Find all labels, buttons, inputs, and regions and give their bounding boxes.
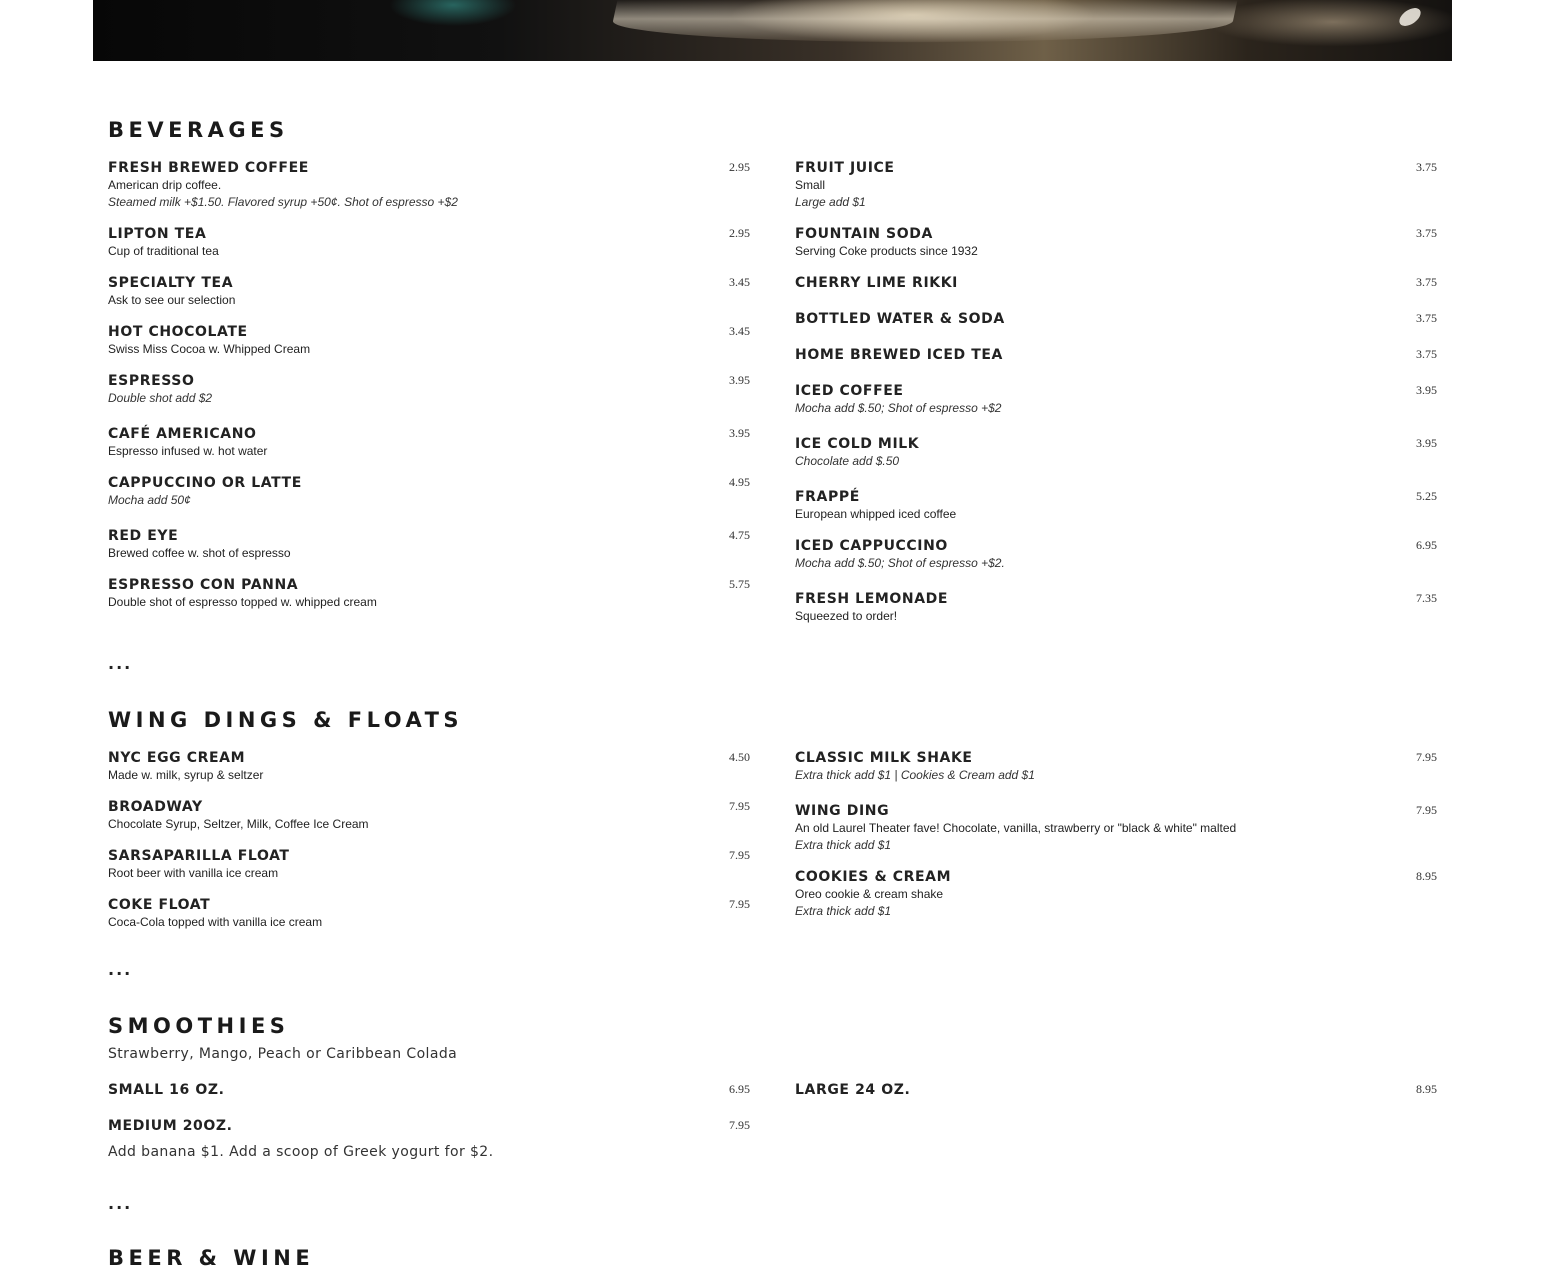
item-name: NYC EGG CREAM <box>108 750 246 766</box>
menu-item <box>108 323 750 358</box>
item-name: SMALL 16 OZ. <box>108 1082 225 1098</box>
item-name: FRESH LEMONADE <box>795 591 949 607</box>
item-note: Extra thick add $1 <box>795 838 892 852</box>
menu-item <box>108 225 750 260</box>
item-price: 8.95 <box>1416 1082 1437 1096</box>
item-note: Large add $1 <box>795 195 866 209</box>
item-price: 3.45 <box>729 324 750 338</box>
item-note: Extra thick add $1 | Cookies & Cream add $1 <box>795 768 1035 782</box>
menu-item <box>795 488 1437 523</box>
item-name: ICE COLD MILK <box>795 436 920 452</box>
item-price: 4.50 <box>729 750 750 764</box>
item-description: Swiss Miss Cocoa w. Whipped Cream <box>108 342 311 356</box>
item-note: Chocolate add $.50 <box>795 454 900 468</box>
item-name: WING DING <box>795 803 890 819</box>
item-price: 2.95 <box>729 160 750 174</box>
item-name: COOKIES & CREAM <box>795 869 952 885</box>
menu-item <box>108 798 750 833</box>
menu-item <box>795 225 1437 260</box>
item-name: MEDIUM 20OZ. <box>108 1118 233 1134</box>
section-divider: ... <box>108 1194 133 1213</box>
hero-highlight <box>609 0 1238 42</box>
menu-item <box>795 382 1437 417</box>
item-description: Double shot of espresso topped w. whipped cream <box>108 595 377 609</box>
item-description: An old Laurel Theater fave! Chocolate, vanilla, strawberry or "black & white" malted <box>795 821 1237 835</box>
item-price: 7.95 <box>729 897 750 911</box>
menu-item <box>108 576 750 611</box>
item-price: 3.95 <box>1416 383 1437 397</box>
menu-item <box>108 527 750 562</box>
menu-item <box>108 425 750 460</box>
menu-item <box>108 274 750 309</box>
item-price: 2.95 <box>729 226 750 240</box>
item-name: FRUIT JUICE <box>795 160 895 176</box>
item-name: ICED COFFEE <box>795 383 904 399</box>
item-price: 3.75 <box>1416 160 1437 174</box>
item-description: American drip coffee. <box>108 178 222 192</box>
menu-item <box>795 868 1437 920</box>
item-name: HOT CHOCOLATE <box>108 324 248 340</box>
hero-image <box>93 0 1452 61</box>
section-title-beer-wine: BEER & WINE <box>108 1246 315 1270</box>
item-name: CAPPUCCINO OR LATTE <box>108 475 302 491</box>
item-note: Mocha add $.50; Shot of espresso +$2 <box>795 401 1002 415</box>
item-name: SARSAPARILLA FLOAT <box>108 848 290 864</box>
item-price: 3.75 <box>1416 311 1437 325</box>
menu-item <box>108 474 750 509</box>
item-price: 3.75 <box>1416 226 1437 240</box>
item-name: FRESH BREWED COFFEE <box>108 160 309 176</box>
item-note: Mocha add $.50; Shot of espresso +$2. <box>795 556 1005 570</box>
item-price: 7.95 <box>1416 803 1437 817</box>
item-price: 5.25 <box>1416 489 1437 503</box>
menu-item <box>108 372 750 407</box>
menu-item <box>108 847 750 882</box>
item-description: Oreo cookie & cream shake <box>795 887 944 901</box>
item-name: COKE FLOAT <box>108 897 211 913</box>
item-name: HOME BREWED ICED TEA <box>795 347 1003 363</box>
item-price: 7.95 <box>729 848 750 862</box>
item-note: Mocha add 50¢ <box>108 493 191 507</box>
item-price: 3.75 <box>1416 347 1437 361</box>
item-description: Chocolate Syrup, Seltzer, Milk, Coffee Ice Cream <box>108 817 369 831</box>
section-divider: ... <box>108 654 133 673</box>
item-name: SPECIALTY TEA <box>108 275 234 291</box>
section-title-wing-dings: WING DINGS & FLOATS <box>108 708 464 732</box>
item-name: CLASSIC MILK SHAKE <box>795 750 973 766</box>
item-name: BOTTLED WATER & SODA <box>795 311 1005 327</box>
item-description: Serving Coke products since 1932 <box>795 244 978 258</box>
section-title-smoothies: SMOOTHIES <box>108 1014 290 1038</box>
section-divider: ... <box>108 960 133 979</box>
item-description: European whipped iced coffee <box>795 507 957 521</box>
item-description: Espresso infused w. hot water <box>108 444 268 458</box>
section-footer-note: Add banana $1. Add a scoop of Greek yogurt for $2. <box>108 1144 494 1160</box>
item-price: 7.35 <box>1416 591 1437 605</box>
item-description: Squeezed to order! <box>795 609 898 623</box>
item-name: CHERRY LIME RIKKI <box>795 275 958 291</box>
menu-item <box>108 1081 750 1099</box>
item-name: FRAPPÉ <box>795 489 860 505</box>
item-price: 7.95 <box>729 1118 750 1132</box>
item-description: Made w. milk, syrup & seltzer <box>108 768 264 782</box>
menu-item <box>108 896 750 931</box>
item-price: 7.95 <box>1416 750 1437 764</box>
item-name: BROADWAY <box>108 799 203 815</box>
item-description: Brewed coffee w. shot of espresso <box>108 546 291 560</box>
item-name: CAFÉ AMERICANO <box>108 426 257 442</box>
item-description: Small <box>795 178 826 192</box>
menu-item <box>795 802 1437 854</box>
item-name: RED EYE <box>108 528 179 544</box>
menu-item <box>795 346 1437 364</box>
item-price: 6.95 <box>1416 538 1437 552</box>
menu-item <box>795 537 1437 572</box>
item-price: 3.95 <box>729 373 750 387</box>
menu-item <box>795 749 1437 784</box>
item-description: Ask to see our selection <box>108 293 236 307</box>
item-name: ESPRESSO CON PANNA <box>108 577 299 593</box>
item-price: 6.95 <box>729 1082 750 1096</box>
item-price: 3.75 <box>1416 275 1437 289</box>
item-price: 4.75 <box>729 528 750 542</box>
item-note: Double shot add $2 <box>108 391 213 405</box>
item-description: Cup of traditional tea <box>108 244 219 258</box>
item-price: 8.95 <box>1416 869 1437 883</box>
menu-item <box>108 159 750 211</box>
menu-item <box>108 1117 750 1135</box>
item-price: 3.95 <box>1416 436 1437 450</box>
section-subtitle: Strawberry, Mango, Peach or Caribbean Colada <box>108 1046 458 1062</box>
item-note: Extra thick add $1 <box>795 904 892 918</box>
item-price: 3.95 <box>729 426 750 440</box>
menu-item <box>795 159 1437 211</box>
item-description: Coca-Cola topped with vanilla ice cream <box>108 915 323 929</box>
item-price: 4.95 <box>729 475 750 489</box>
item-name: LIPTON TEA <box>108 226 207 242</box>
item-name: LARGE 24 OZ. <box>795 1082 911 1098</box>
menu-item <box>795 310 1437 328</box>
item-note: Steamed milk +$1.50. Flavored syrup +50¢. Shot of espresso +$2 <box>108 195 458 209</box>
menu-item <box>795 590 1437 625</box>
menu-item <box>108 749 750 784</box>
item-price: 3.45 <box>729 275 750 289</box>
item-price: 5.75 <box>729 577 750 591</box>
item-name: FOUNTAIN SODA <box>795 226 933 242</box>
hero-glint <box>1396 4 1424 29</box>
item-price: 7.95 <box>729 799 750 813</box>
item-name: ESPRESSO <box>108 373 195 389</box>
item-name: ICED CAPPUCCINO <box>795 538 948 554</box>
menu-item <box>795 1081 1437 1099</box>
menu-item <box>795 435 1437 470</box>
menu-item <box>795 274 1437 292</box>
section-title-beverages: BEVERAGES <box>108 118 289 142</box>
item-description: Root beer with vanilla ice cream <box>108 866 279 880</box>
